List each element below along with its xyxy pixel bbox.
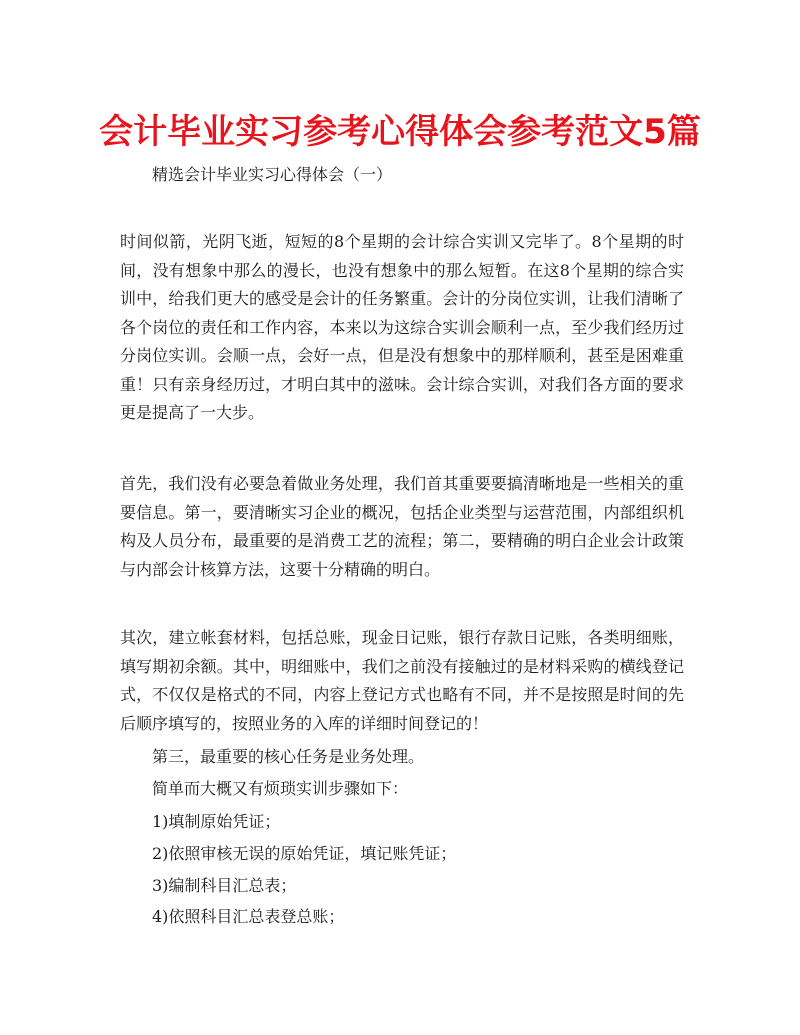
- paragraph-1: 时间似箭，光阴飞逝，短短的8个星期的会计综合实训又完毕了。8个星期的时间，没有想象中那么的漫长，也没有想象中的那么短暂。在这8个星期的综合实训中，给我们更大的感受是会计的任务繁重。会计的分岗位实训，让我们清晰了各个岗位的责任和工作内容，本来以为这综合实训会顺利一点，至少我们经历过分岗位实训。会顺一点，会好一点，但是没有想象中的那样顺利，甚至是困难重重！只有亲身经历过，才明白其中的滋味。会计综合实训，对我们各方面的要求更是提高了一大步。: [120, 232, 684, 422]
- list-item-1: 1)填制原始凭证；: [152, 812, 281, 831]
- text-line-1: 第三，最重要的核心任务是业务处理。: [152, 747, 425, 766]
- paragraph-2: 首先，我们没有必要急着做业务处理，我们首其重要要搞清晰地是一些相关的重要信息。第一，要清晰实习企业的概况，包括企业类型与运营范围，内部组织机构及人员分布，最重要的是消费工艺的流程；第二，要精确的明白企业会计政策与内部会计核算方法，这要十分精确的明白。: [120, 474, 684, 579]
- list-item-4: 4)依照科目汇总表登总账；: [152, 907, 345, 926]
- list-item-3: 3)编制科目汇总表；: [152, 876, 297, 895]
- list-item-2: 2)依照审核无误的原始凭证，填记账凭证；: [152, 844, 457, 863]
- document-subtitle: 精选会计毕业实习心得体会（一）: [152, 165, 393, 184]
- paragraph-3: 其次，建立帐套材料，包括总账，现金日记账，银行存款日记账，各类明细账，填写期初余额。其中，明细账中，我们之前没有接触过的是材料采购的横线登记式，不仅仅是格式的不同，内容上登记方式也略有不同，并不是按照是时间的先后顺序填写的，按照业务的入库的详细时间登记的！: [120, 628, 684, 733]
- document-title: 会计毕业实习参考心得体会参考范文5篇: [99, 112, 701, 152]
- text-line-2: 简单而大概又有烦琐实训步骤如下：: [152, 779, 409, 798]
